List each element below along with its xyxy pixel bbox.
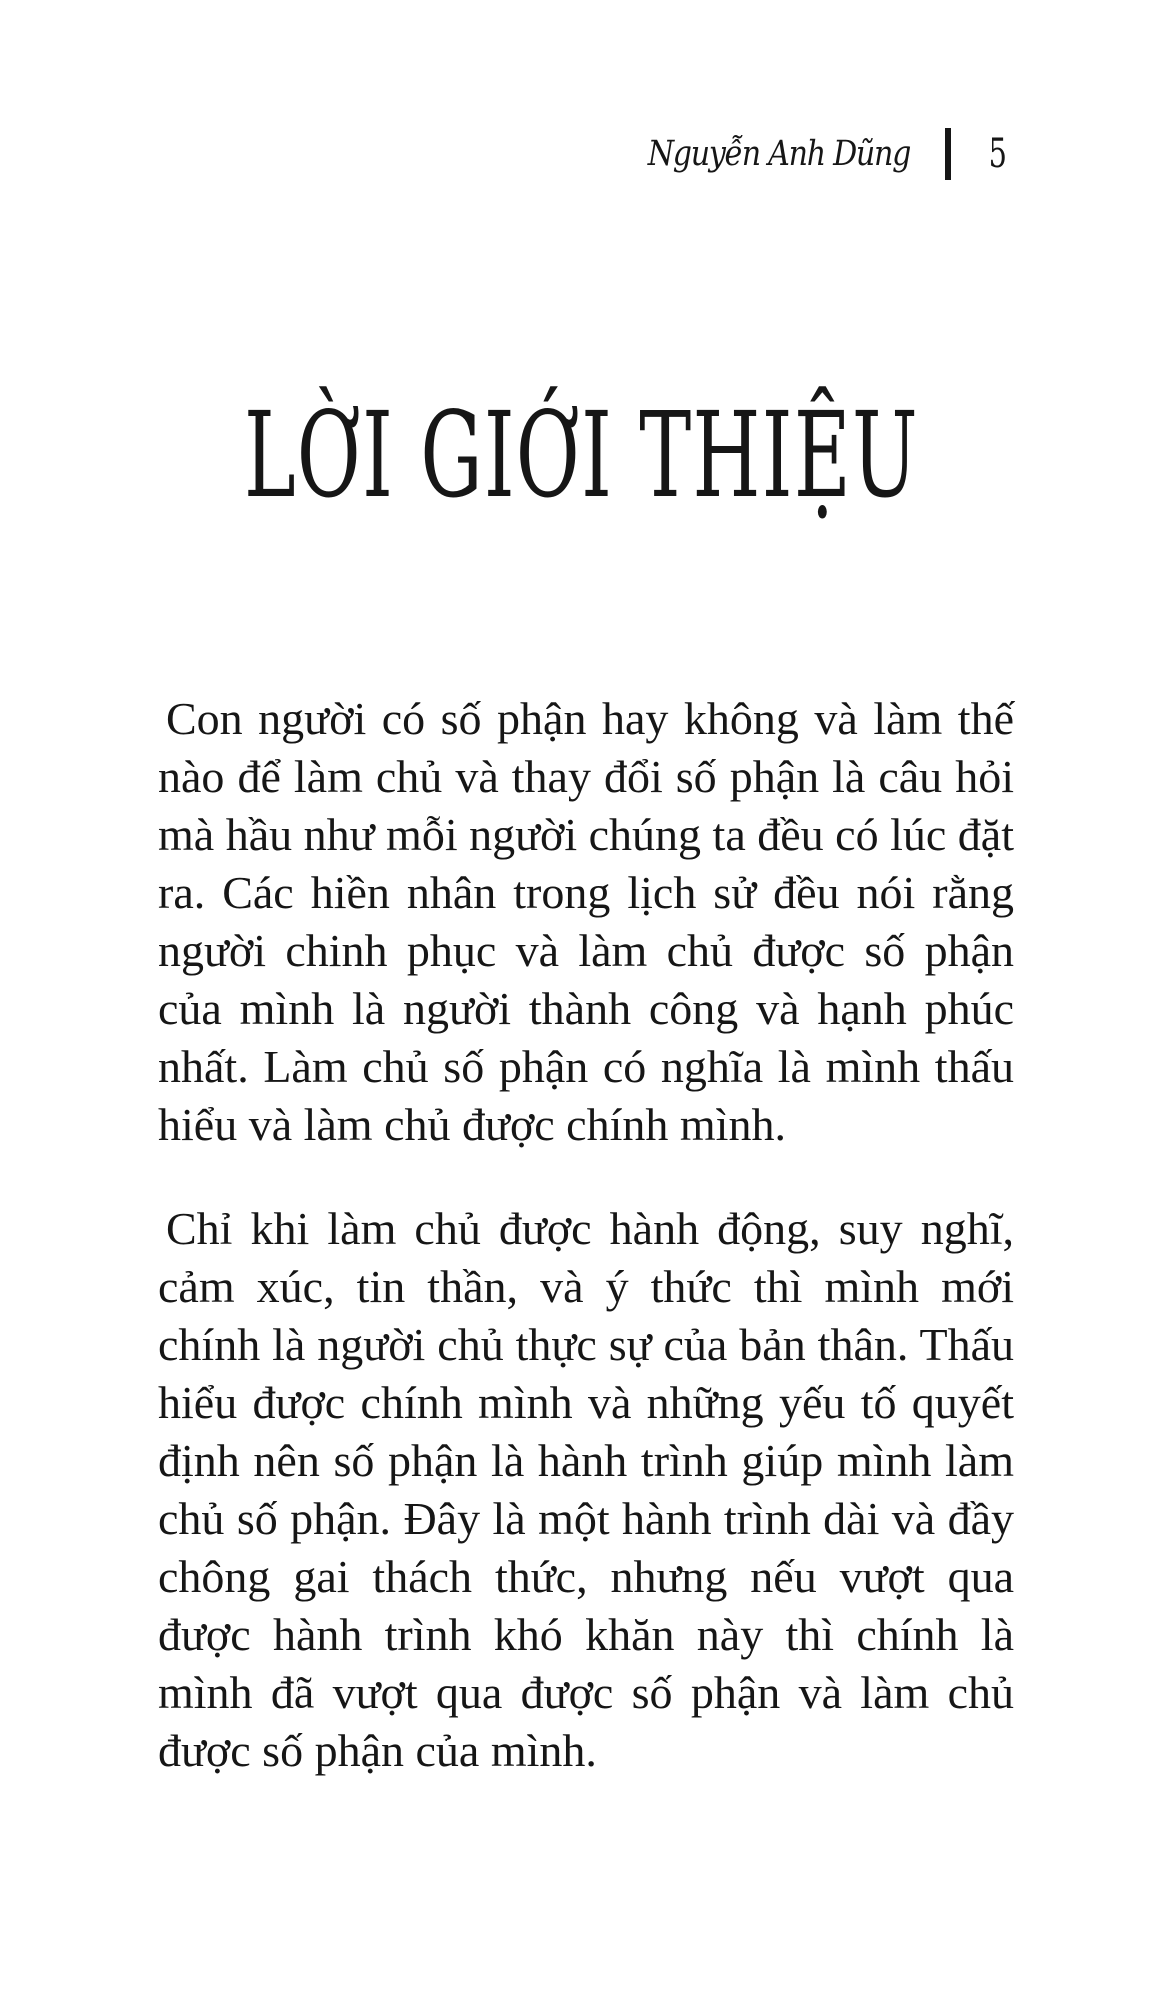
paragraph-2: Chỉ khi làm chủ được hành động, suy nghĩ, cảm xúc, tin thần, và ý thức thì mình mới chính là người chủ thực sự của bản thân. Thấu hiểu được chính mình và những yếu tố quyết định nên số phận là hành trình giúp mình làm chủ số phận. Đây là một hành trình dài và đầy chông gai thách thức, nhưng nếu vượt qua được hành trình khó khăn này thì chính là mình đã vượt qua được số phận và làm chủ được số phận của mình. xyxy=(158,1203,1014,1776)
running-header xyxy=(605,128,1010,180)
paragraph-1: Con người có số phận hay không và làm thế nào để làm chủ và thay đổi số phận là câu hỏi mà hầu như mỗi người chúng ta đều có lúc đặt ra. Các hiền nhân trong lịch sử đều nói rằng người chinh phục và làm chủ được số phận của mình là người thành công và hạnh phúc nhất. Làm chủ số phận có nghĩa là mình thấu hiểu và làm chủ được chính mình. xyxy=(158,693,1014,1150)
header-divider xyxy=(945,128,951,180)
header-author: Nguyễn Anh Dũng xyxy=(648,134,911,174)
page-number: 5 xyxy=(988,131,1007,177)
page-title: LỜI GIỚI THIỆU xyxy=(243,386,920,524)
